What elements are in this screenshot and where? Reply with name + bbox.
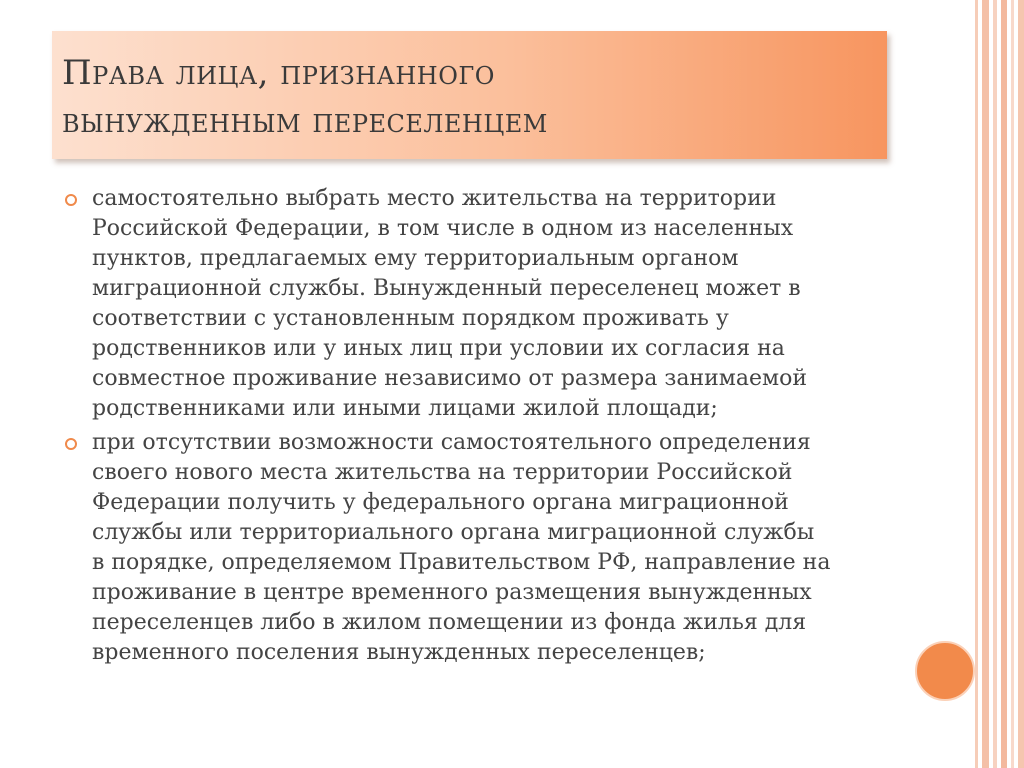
bullet-1-line-2: Российской Федерации, в том числе в одном из населенных	[92, 216, 794, 241]
slide-title	[62, 49, 548, 145]
bullet-2-line-4: службы или территориального органа миграционной службы	[92, 520, 815, 545]
bullet-1-line-4: миграционной службы. Вынужденный переселенец может в	[92, 276, 801, 301]
bullet-2-line-3: Федерации получить у федерального органа миграционной	[92, 490, 789, 515]
bullet-2-line-6: проживание в центре временного размещения вынужденных	[92, 580, 812, 605]
bullet-list	[62, 184, 922, 672]
bullet-1-line-6: родственников или у иных лиц при условии их согласия на	[92, 336, 785, 361]
bullet-2-line-2: своего нового места жительства на территории Российской	[92, 460, 793, 485]
decorative-stripe	[993, 0, 997, 768]
bullet-2-line-5: в порядке, определяемом Правительством РФ, направление на	[92, 550, 831, 575]
decorative-circle	[915, 641, 975, 701]
decorative-stripe	[1018, 0, 1024, 768]
bullet-1-line-8: родственниками или иными лицами жилой площади;	[92, 396, 718, 421]
bullet-2-line-1: при отсутствии возможности самостоятельного определения	[92, 430, 811, 455]
bullet-item-2	[62, 428, 922, 668]
decorative-stripe	[982, 0, 989, 768]
bullet-1-line-7: совместное проживание независимо от размера занимаемой	[92, 366, 808, 391]
bullet-circle-icon	[65, 438, 77, 450]
decorative-stripe	[1001, 0, 1007, 768]
bullet-1-line-1: самостоятельно выбрать место жительства на территории	[92, 186, 777, 211]
bullet-1-line-5: соответствии с установленным порядком проживать у	[92, 306, 729, 331]
decorative-stripe	[975, 0, 978, 768]
title-line-1: Права лица, признанного	[62, 53, 495, 93]
bullet-circle-icon	[65, 194, 77, 206]
title-line-2: вынужденным переселенцем	[62, 101, 548, 141]
bullet-item-1	[62, 184, 922, 424]
decorative-stripe	[1011, 0, 1014, 768]
bullet-2-line-8: временного поселения вынужденных переселенцев;	[92, 640, 706, 665]
bullet-2-line-7: переселенцев либо в жилом помещении из фонда жилья для	[92, 610, 807, 635]
bullet-1-line-3: пунктов, предлагаемых ему территориальным органом	[92, 246, 739, 271]
